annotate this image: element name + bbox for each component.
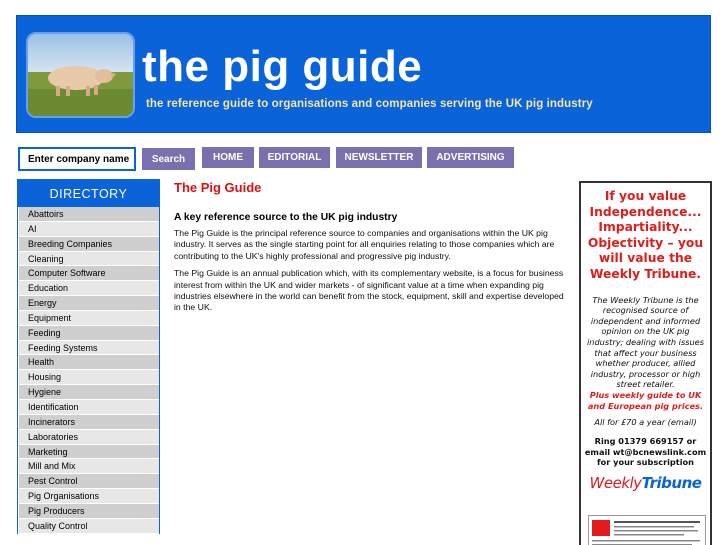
directory-item[interactable]: Incinerators <box>18 415 159 430</box>
nav-newsletter-button[interactable]: NEWSLETTER <box>336 147 422 168</box>
directory-item[interactable]: Education <box>18 281 159 296</box>
directory-item[interactable]: Computer Software <box>18 266 159 281</box>
site-header <box>16 15 711 133</box>
logo-tribune-text: Tribune <box>641 473 702 492</box>
directory-heading: DIRECTORY <box>49 186 128 201</box>
page-title: The Pig Guide <box>174 180 262 195</box>
directory-item[interactable]: Hygiene <box>18 385 159 400</box>
directory-list <box>18 207 159 534</box>
directory-item[interactable]: AI <box>18 222 159 237</box>
directory-item[interactable]: Laboratories <box>18 430 159 445</box>
advert-price: All for £70 a year (email) <box>594 417 697 428</box>
logo-weekly-text: Weekly <box>589 473 642 492</box>
pig-photo <box>26 32 135 118</box>
main-content <box>174 180 567 320</box>
nav-home-button[interactable]: HOME <box>202 147 254 168</box>
directory-item[interactable]: Pest Control <box>18 474 159 489</box>
advert-headline: If you value Independence... Impartiality... Objectivity – you will value the Weekly Tribune. <box>587 189 704 281</box>
newspaper-thumbnail <box>588 515 706 545</box>
page-subtitle: A key reference source to the UK pig industry <box>174 212 398 223</box>
weekly-tribune-advert[interactable] <box>579 181 712 545</box>
directory-item[interactable]: Cleaning <box>18 252 159 267</box>
directory-sidebar <box>17 179 160 534</box>
directory-item[interactable]: Feeding <box>18 326 159 341</box>
directory-item[interactable]: Pig Organisations <box>18 489 159 504</box>
advert-body: The Weekly Tribune is the recognised source of independent and informed opinion on the UK pig industry; dealing with issues that affect your business whether producer, allied industry, processor or high street retailer. <box>587 294 704 390</box>
advert-contact: Ring 01379 669157 or email wt@bcnewslink.com for your subscription <box>584 436 707 468</box>
site-title[interactable]: the pig guide <box>142 42 423 91</box>
directory-item[interactable]: Feeding Systems <box>18 341 159 356</box>
directory-item[interactable]: Breeding Companies <box>18 237 159 252</box>
directory-item[interactable]: Energy <box>18 296 159 311</box>
site-tagline: the reference guide to organisations and companies serving the UK pig industry <box>146 98 593 110</box>
directory-item[interactable]: Identification <box>18 400 159 415</box>
directory-item[interactable]: Quality Control <box>18 519 159 534</box>
advert-highlight: Plus weekly guide to UK and European pig prices. <box>587 389 704 411</box>
search-button[interactable]: Search <box>142 148 195 170</box>
company-search-input[interactable] <box>18 147 136 171</box>
directory-item[interactable]: Marketing <box>18 445 159 460</box>
directory-item[interactable]: Pig Producers <box>18 504 159 519</box>
directory-item[interactable]: Abattoirs <box>18 207 159 222</box>
weekly-tribune-logo <box>581 474 710 492</box>
intro-paragraph: The Pig Guide is an annual publication which, with its complementary website, is a focus for business interest from within the UK and wider markets - of significant value at a time when expanding pig industries elsewhere in the world can benefit from the stock, equipment, skill and expertise developed in the UK. <box>174 268 564 313</box>
nav-editorial-button[interactable]: EDITORIAL <box>259 147 330 168</box>
directory-item[interactable]: Housing <box>18 370 159 385</box>
intro-paragraph: The Pig Guide is the principal reference source to companies and organisations within the UK pig industry. It serves as the single starting point for all enquiries relating to those companies which are contributing to the UK's highly professional and progressive pig industry. <box>174 228 555 261</box>
directory-item[interactable]: Health <box>18 355 159 370</box>
nav-advertising-button[interactable]: ADVERTISING <box>427 147 514 168</box>
directory-item[interactable]: Equipment <box>18 311 159 326</box>
directory-item[interactable]: Mill and Mix <box>18 459 159 474</box>
